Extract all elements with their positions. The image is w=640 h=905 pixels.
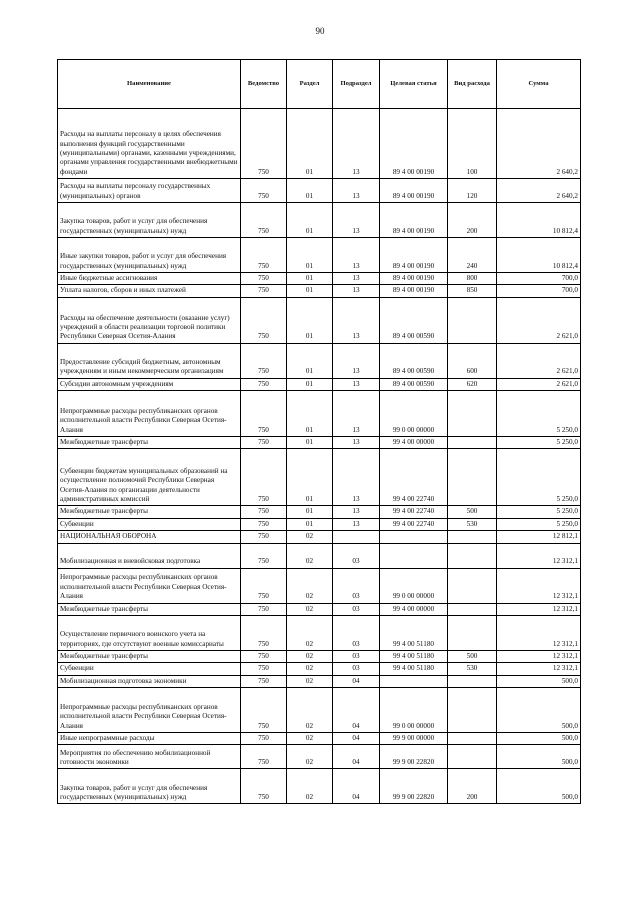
row-razdel: 01 bbox=[287, 179, 333, 203]
row-summa: 2 621,0 bbox=[497, 378, 581, 390]
row-name: Непрограммные расходы республиканских органов исполнительной власти Республики Северная Осетия-Алания bbox=[58, 391, 241, 437]
header-name: Наименование bbox=[58, 60, 241, 109]
row-summa: 500,0 bbox=[497, 769, 581, 804]
table-row bbox=[58, 179, 581, 203]
row-podrazdel bbox=[333, 531, 380, 543]
row-summa: 500,0 bbox=[497, 675, 581, 687]
row-podrazdel: 13 bbox=[333, 449, 380, 506]
row-vid: 620 bbox=[448, 378, 497, 390]
header-vid: Вид расхода bbox=[448, 60, 497, 109]
row-vedomstvo: 750 bbox=[241, 297, 287, 343]
row-statya: 89 4 00 00590 bbox=[380, 343, 448, 378]
row-summa: 5 250,0 bbox=[497, 518, 581, 530]
row-vid bbox=[448, 297, 497, 343]
row-vid bbox=[448, 543, 497, 568]
row-statya bbox=[380, 543, 448, 568]
row-vedomstvo: 750 bbox=[241, 650, 287, 662]
row-podrazdel: 13 bbox=[333, 506, 380, 518]
row-name: Мероприятия по обеспечению мобилизационной готовности экономики bbox=[58, 745, 241, 769]
row-podrazdel: 04 bbox=[333, 745, 380, 769]
row-razdel: 01 bbox=[287, 391, 333, 437]
row-vedomstvo: 750 bbox=[241, 179, 287, 203]
row-podrazdel: 03 bbox=[333, 650, 380, 662]
row-name: Субсидии автономным учреждениям bbox=[58, 378, 241, 390]
table-row bbox=[58, 745, 581, 769]
row-podrazdel: 13 bbox=[333, 273, 380, 285]
row-vid bbox=[448, 732, 497, 744]
header-razdel: Раздел bbox=[287, 60, 333, 109]
row-vid: 800 bbox=[448, 273, 497, 285]
row-podrazdel: 13 bbox=[333, 437, 380, 449]
table-row bbox=[58, 663, 581, 675]
row-summa: 2 640,2 bbox=[497, 109, 581, 179]
table-row bbox=[58, 437, 581, 449]
row-podrazdel: 04 bbox=[333, 687, 380, 732]
table-row bbox=[58, 543, 581, 568]
row-podrazdel: 13 bbox=[333, 203, 380, 238]
row-vid bbox=[448, 745, 497, 769]
row-vid bbox=[448, 687, 497, 732]
row-vedomstvo: 750 bbox=[241, 343, 287, 378]
table-row bbox=[58, 732, 581, 744]
row-summa: 5 250,0 bbox=[497, 437, 581, 449]
table-row bbox=[58, 769, 581, 804]
row-vedomstvo: 750 bbox=[241, 603, 287, 615]
table-row bbox=[58, 238, 581, 273]
row-summa: 700,0 bbox=[497, 285, 581, 297]
table-body bbox=[58, 109, 581, 804]
row-name: Межбюджетные трансферты bbox=[58, 437, 241, 449]
row-statya bbox=[380, 675, 448, 687]
row-summa: 10 812,4 bbox=[497, 203, 581, 238]
row-summa: 2 640,2 bbox=[497, 179, 581, 203]
row-vedomstvo: 750 bbox=[241, 109, 287, 179]
row-name: Межбюджетные трансферты bbox=[58, 506, 241, 518]
row-name: Иные непрограммные расходы bbox=[58, 732, 241, 744]
row-razdel: 02 bbox=[287, 769, 333, 804]
row-summa: 500,0 bbox=[497, 732, 581, 744]
table-row bbox=[58, 297, 581, 343]
row-vedomstvo: 750 bbox=[241, 531, 287, 543]
row-vid: 600 bbox=[448, 343, 497, 378]
row-vedomstvo: 750 bbox=[241, 285, 287, 297]
row-statya bbox=[380, 531, 448, 543]
header-podrazdel: Подраздел bbox=[333, 60, 380, 109]
row-razdel: 01 bbox=[287, 449, 333, 506]
row-podrazdel: 04 bbox=[333, 769, 380, 804]
row-razdel: 02 bbox=[287, 675, 333, 687]
row-statya: 99 0 00 00000 bbox=[380, 687, 448, 732]
row-vedomstvo: 750 bbox=[241, 615, 287, 650]
row-razdel: 02 bbox=[287, 663, 333, 675]
row-name: Иные закупки товаров, работ и услуг для обеспечения государственных (муниципальных) нужд bbox=[58, 238, 241, 273]
budget-table bbox=[57, 59, 581, 804]
row-summa: 700,0 bbox=[497, 273, 581, 285]
row-vedomstvo: 750 bbox=[241, 687, 287, 732]
row-statya: 99 4 00 51180 bbox=[380, 615, 448, 650]
row-podrazdel: 04 bbox=[333, 732, 380, 744]
row-statya: 99 4 00 51180 bbox=[380, 663, 448, 675]
row-summa: 12 312,1 bbox=[497, 603, 581, 615]
row-vedomstvo: 750 bbox=[241, 518, 287, 530]
row-name: Уплата налогов, сборов и иных платежей bbox=[58, 285, 241, 297]
row-statya: 89 4 00 00190 bbox=[380, 285, 448, 297]
row-vid bbox=[448, 531, 497, 543]
row-statya: 99 9 00 22820 bbox=[380, 745, 448, 769]
row-razdel: 02 bbox=[287, 568, 333, 603]
row-name: Непрограммные расходы республиканских органов исполнительной власти Республики Северная Осетия-Алания bbox=[58, 568, 241, 603]
row-summa: 5 250,0 bbox=[497, 449, 581, 506]
row-razdel: 02 bbox=[287, 745, 333, 769]
row-podrazdel: 13 bbox=[333, 285, 380, 297]
row-razdel: 02 bbox=[287, 650, 333, 662]
row-vid: 200 bbox=[448, 769, 497, 804]
row-statya: 99 4 00 51180 bbox=[380, 650, 448, 662]
row-razdel: 01 bbox=[287, 343, 333, 378]
row-razdel: 02 bbox=[287, 615, 333, 650]
row-vid bbox=[448, 391, 497, 437]
row-razdel: 01 bbox=[287, 285, 333, 297]
row-summa: 12 312,1 bbox=[497, 543, 581, 568]
row-razdel: 02 bbox=[287, 732, 333, 744]
table-row bbox=[58, 449, 581, 506]
row-vedomstvo: 750 bbox=[241, 506, 287, 518]
table-row bbox=[58, 343, 581, 378]
row-razdel: 01 bbox=[287, 506, 333, 518]
row-name: Мобилизационная подготовка экономики bbox=[58, 675, 241, 687]
row-razdel: 01 bbox=[287, 203, 333, 238]
row-podrazdel: 04 bbox=[333, 675, 380, 687]
row-name: Закупка товаров, работ и услуг для обеспечения государственных (муниципальных) нужд bbox=[58, 203, 241, 238]
row-statya: 99 9 00 22820 bbox=[380, 769, 448, 804]
header-statya: Целевая статья bbox=[380, 60, 448, 109]
table-row bbox=[58, 615, 581, 650]
row-statya: 89 4 00 00590 bbox=[380, 297, 448, 343]
row-summa: 2 621,0 bbox=[497, 343, 581, 378]
row-vid: 850 bbox=[448, 285, 497, 297]
row-podrazdel: 13 bbox=[333, 238, 380, 273]
row-summa: 500,0 bbox=[497, 745, 581, 769]
row-statya: 89 4 00 00590 bbox=[380, 378, 448, 390]
table-row bbox=[58, 603, 581, 615]
row-vedomstvo: 750 bbox=[241, 663, 287, 675]
row-vedomstvo: 750 bbox=[241, 732, 287, 744]
row-statya: 99 0 00 00000 bbox=[380, 391, 448, 437]
row-statya: 89 4 00 00190 bbox=[380, 109, 448, 179]
row-vid: 200 bbox=[448, 203, 497, 238]
row-name: Расходы на выплаты персоналу в целях обеспечения выполнения функций государственными (муниципальными) органами, казенными учреждениями, органами управления государственными внебюджетными фондами bbox=[58, 109, 241, 179]
table-row bbox=[58, 506, 581, 518]
row-statya: 99 4 00 22740 bbox=[380, 518, 448, 530]
row-name: Закупка товаров, работ и услуг для обеспечения государственных (муниципальных) нужд bbox=[58, 769, 241, 804]
row-name: Осуществление первичного воинского учета на территориях, где отсутствуют военные комиссариаты bbox=[58, 615, 241, 650]
table-row bbox=[58, 391, 581, 437]
row-razdel: 02 bbox=[287, 687, 333, 732]
row-razdel: 01 bbox=[287, 273, 333, 285]
row-razdel: 01 bbox=[287, 518, 333, 530]
row-podrazdel: 13 bbox=[333, 391, 380, 437]
row-vid bbox=[448, 449, 497, 506]
table-row bbox=[58, 518, 581, 530]
row-razdel: 01 bbox=[287, 109, 333, 179]
row-summa: 12 312,1 bbox=[497, 615, 581, 650]
row-vedomstvo: 750 bbox=[241, 437, 287, 449]
row-podrazdel: 13 bbox=[333, 109, 380, 179]
row-summa: 5 250,0 bbox=[497, 506, 581, 518]
row-vedomstvo: 750 bbox=[241, 273, 287, 285]
row-vid: 120 bbox=[448, 179, 497, 203]
row-name: Субвенции bbox=[58, 663, 241, 675]
row-vedomstvo: 750 bbox=[241, 378, 287, 390]
row-name: НАЦИОНАЛЬНАЯ ОБОРОНА bbox=[58, 531, 241, 543]
row-summa: 12 312,1 bbox=[497, 650, 581, 662]
row-razdel: 01 bbox=[287, 378, 333, 390]
row-vid: 100 bbox=[448, 109, 497, 179]
row-vid: 530 bbox=[448, 518, 497, 530]
row-vedomstvo: 750 bbox=[241, 543, 287, 568]
row-statya: 89 4 00 00190 bbox=[380, 203, 448, 238]
table-row bbox=[58, 285, 581, 297]
row-statya: 99 9 00 00000 bbox=[380, 732, 448, 744]
row-summa: 10 812,4 bbox=[497, 238, 581, 273]
table-row bbox=[58, 568, 581, 603]
row-podrazdel: 13 bbox=[333, 518, 380, 530]
row-razdel: 02 bbox=[287, 531, 333, 543]
row-name: Расходы на выплаты персоналу государственных (муниципальных) органов bbox=[58, 179, 241, 203]
row-name: Субвенции бюджетам муниципальных образований на осуществление полномочий Республики Северная Осетия-Алания по организации деятельности административных комиссий bbox=[58, 449, 241, 506]
row-razdel: 02 bbox=[287, 603, 333, 615]
header-row bbox=[58, 60, 581, 109]
table-row bbox=[58, 378, 581, 390]
row-vedomstvo: 750 bbox=[241, 568, 287, 603]
row-vid bbox=[448, 437, 497, 449]
row-vedomstvo: 750 bbox=[241, 449, 287, 506]
row-summa: 12 812,1 bbox=[497, 531, 581, 543]
row-razdel: 01 bbox=[287, 437, 333, 449]
row-razdel: 01 bbox=[287, 238, 333, 273]
table-row bbox=[58, 650, 581, 662]
row-summa: 12 312,1 bbox=[497, 568, 581, 603]
row-vedomstvo: 750 bbox=[241, 769, 287, 804]
row-vedomstvo: 750 bbox=[241, 745, 287, 769]
row-podrazdel: 13 bbox=[333, 297, 380, 343]
row-statya: 99 4 00 00000 bbox=[380, 437, 448, 449]
table-row bbox=[58, 531, 581, 543]
table-row bbox=[58, 203, 581, 238]
row-statya: 89 4 00 00190 bbox=[380, 273, 448, 285]
row-statya: 99 4 00 22740 bbox=[380, 449, 448, 506]
row-vid bbox=[448, 615, 497, 650]
row-vedomstvo: 750 bbox=[241, 203, 287, 238]
row-razdel: 02 bbox=[287, 543, 333, 568]
row-podrazdel: 13 bbox=[333, 343, 380, 378]
row-summa: 500,0 bbox=[497, 687, 581, 732]
header-vedomstvo: Ведомство bbox=[241, 60, 287, 109]
row-name: Мобилизационная и вневойсковая подготовка bbox=[58, 543, 241, 568]
row-statya: 89 4 00 00190 bbox=[380, 179, 448, 203]
row-vid bbox=[448, 675, 497, 687]
row-statya: 89 4 00 00190 bbox=[380, 238, 448, 273]
row-podrazdel: 03 bbox=[333, 543, 380, 568]
row-statya: 99 4 00 00000 bbox=[380, 603, 448, 615]
row-podrazdel: 03 bbox=[333, 615, 380, 650]
row-vid: 240 bbox=[448, 238, 497, 273]
row-vid: 530 bbox=[448, 663, 497, 675]
row-vid: 500 bbox=[448, 650, 497, 662]
row-name: Межбюджетные трансферты bbox=[58, 650, 241, 662]
row-podrazdel: 03 bbox=[333, 603, 380, 615]
table-row bbox=[58, 675, 581, 687]
row-vid bbox=[448, 603, 497, 615]
row-podrazdel: 13 bbox=[333, 179, 380, 203]
row-podrazdel: 03 bbox=[333, 663, 380, 675]
row-name: Расходы на обеспечение деятельности (оказание услуг) учреждений в области реализации торговой политики Республики Северная Осетия-Алания bbox=[58, 297, 241, 343]
row-name: Предоставление субсидий бюджетным, автономным учреждениям и иным некоммерческим организациям bbox=[58, 343, 241, 378]
row-razdel: 01 bbox=[287, 297, 333, 343]
table-row bbox=[58, 687, 581, 732]
row-podrazdel: 13 bbox=[333, 378, 380, 390]
row-summa: 5 250,0 bbox=[497, 391, 581, 437]
table-row bbox=[58, 109, 581, 179]
row-name: Непрограммные расходы республиканских органов исполнительной власти Республики Северная Осетия-Алания bbox=[58, 687, 241, 732]
row-statya: 99 0 00 00000 bbox=[380, 568, 448, 603]
row-statya: 99 4 00 22740 bbox=[380, 506, 448, 518]
row-name: Субвенции bbox=[58, 518, 241, 530]
row-summa: 2 621,0 bbox=[497, 297, 581, 343]
row-summa: 12 312,1 bbox=[497, 663, 581, 675]
row-vid: 500 bbox=[448, 506, 497, 518]
row-podrazdel: 03 bbox=[333, 568, 380, 603]
row-vid bbox=[448, 568, 497, 603]
table-row bbox=[58, 273, 581, 285]
page-number: 90 bbox=[315, 26, 325, 36]
row-vedomstvo: 750 bbox=[241, 391, 287, 437]
row-vedomstvo: 750 bbox=[241, 675, 287, 687]
row-name: Иные бюджетные ассигнования bbox=[58, 273, 241, 285]
header-summa: Сумма bbox=[497, 60, 581, 109]
row-name: Межбюджетные трансферты bbox=[58, 603, 241, 615]
row-vedomstvo: 750 bbox=[241, 238, 287, 273]
